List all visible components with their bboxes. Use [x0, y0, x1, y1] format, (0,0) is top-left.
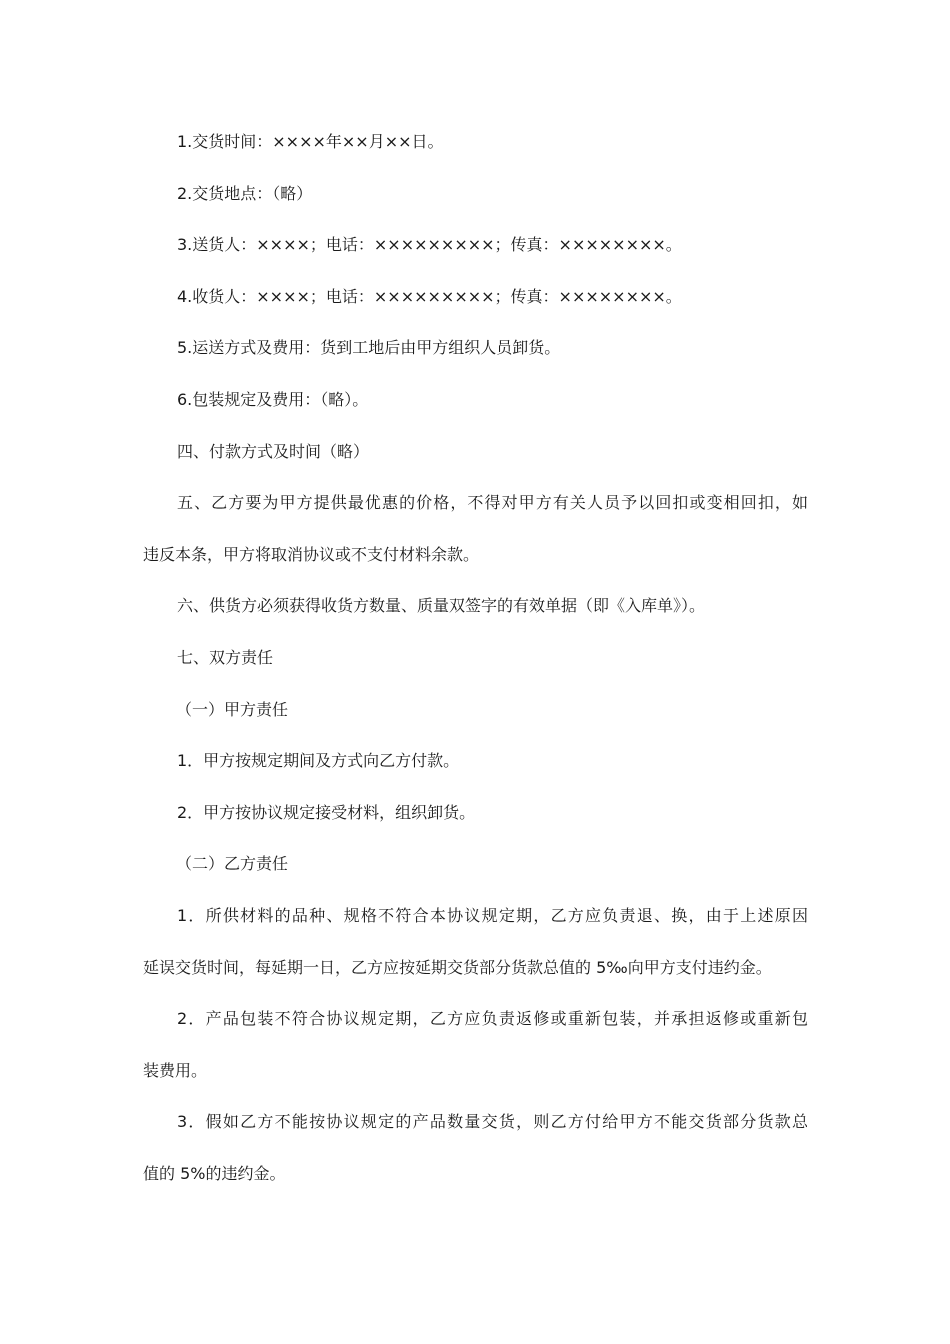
sender-line: 3.送货人：××××；电话：×××××××××；传真：××××××××。: [177, 235, 682, 255]
party-b-item-1-line-2: 延误交货时间，每延期一日，乙方应按延期交货部分货款总值的 5‰向甲方支付违约金。: [143, 957, 772, 977]
packaging-line: 6.包装规定及费用：（略）。: [177, 389, 369, 409]
section-six-line: 六、供货方必须获得收货方数量、质量双签字的有效单据（即《入库单》）。: [177, 596, 706, 616]
section-four-heading: 四、付款方式及时间（略）: [177, 441, 370, 461]
document-body: [143, 116, 808, 1199]
section-five-line-2: 违反本条，甲方将取消协议或不支付材料余款。: [143, 544, 480, 564]
party-a-item-1: 1．甲方按规定期间及方式向乙方付款。: [177, 751, 460, 771]
party-b-heading: （二）乙方责任: [176, 854, 289, 874]
section-seven-heading: 七、双方责任: [177, 647, 274, 667]
party-b-item-3-line-2: 值的 5%的违约金。: [143, 1163, 286, 1183]
delivery-time-line: 1.交货时间：××××年××月××日。: [177, 132, 444, 151]
party-b-item-2-line-1: 2．产品包装不符合协议规定期，乙方应负责返修或重新包装，并承担返修或重新包: [177, 1009, 808, 1029]
receiver-line: 4.收货人：××××；电话：×××××××××；传真：××××××××。: [177, 286, 682, 306]
party-b-item-2-line-2: 装费用。: [143, 1060, 208, 1080]
party-b-item-1-line-1: 1．所供材料的品种、规格不符合本协议规定期，乙方应负责退、换，由于上述原因: [177, 905, 808, 925]
party-a-heading: （一）甲方责任: [176, 699, 289, 719]
party-b-item-3-line-1: 3．假如乙方不能按协议规定的产品数量交货，则乙方付给甲方不能交货部分货款总: [177, 1112, 808, 1132]
party-a-item-2: 2．甲方按协议规定接受材料，组织卸货。: [177, 802, 476, 822]
transport-line: 5.运送方式及费用：货到工地后由甲方组织人员卸货。: [177, 338, 561, 358]
delivery-place-line: 2.交货地点：（略）: [177, 183, 313, 203]
section-five-line-1: 五、乙方要为甲方提供最优惠的价格，不得对甲方有关人员予以回扣或变相回扣，如: [177, 493, 808, 513]
